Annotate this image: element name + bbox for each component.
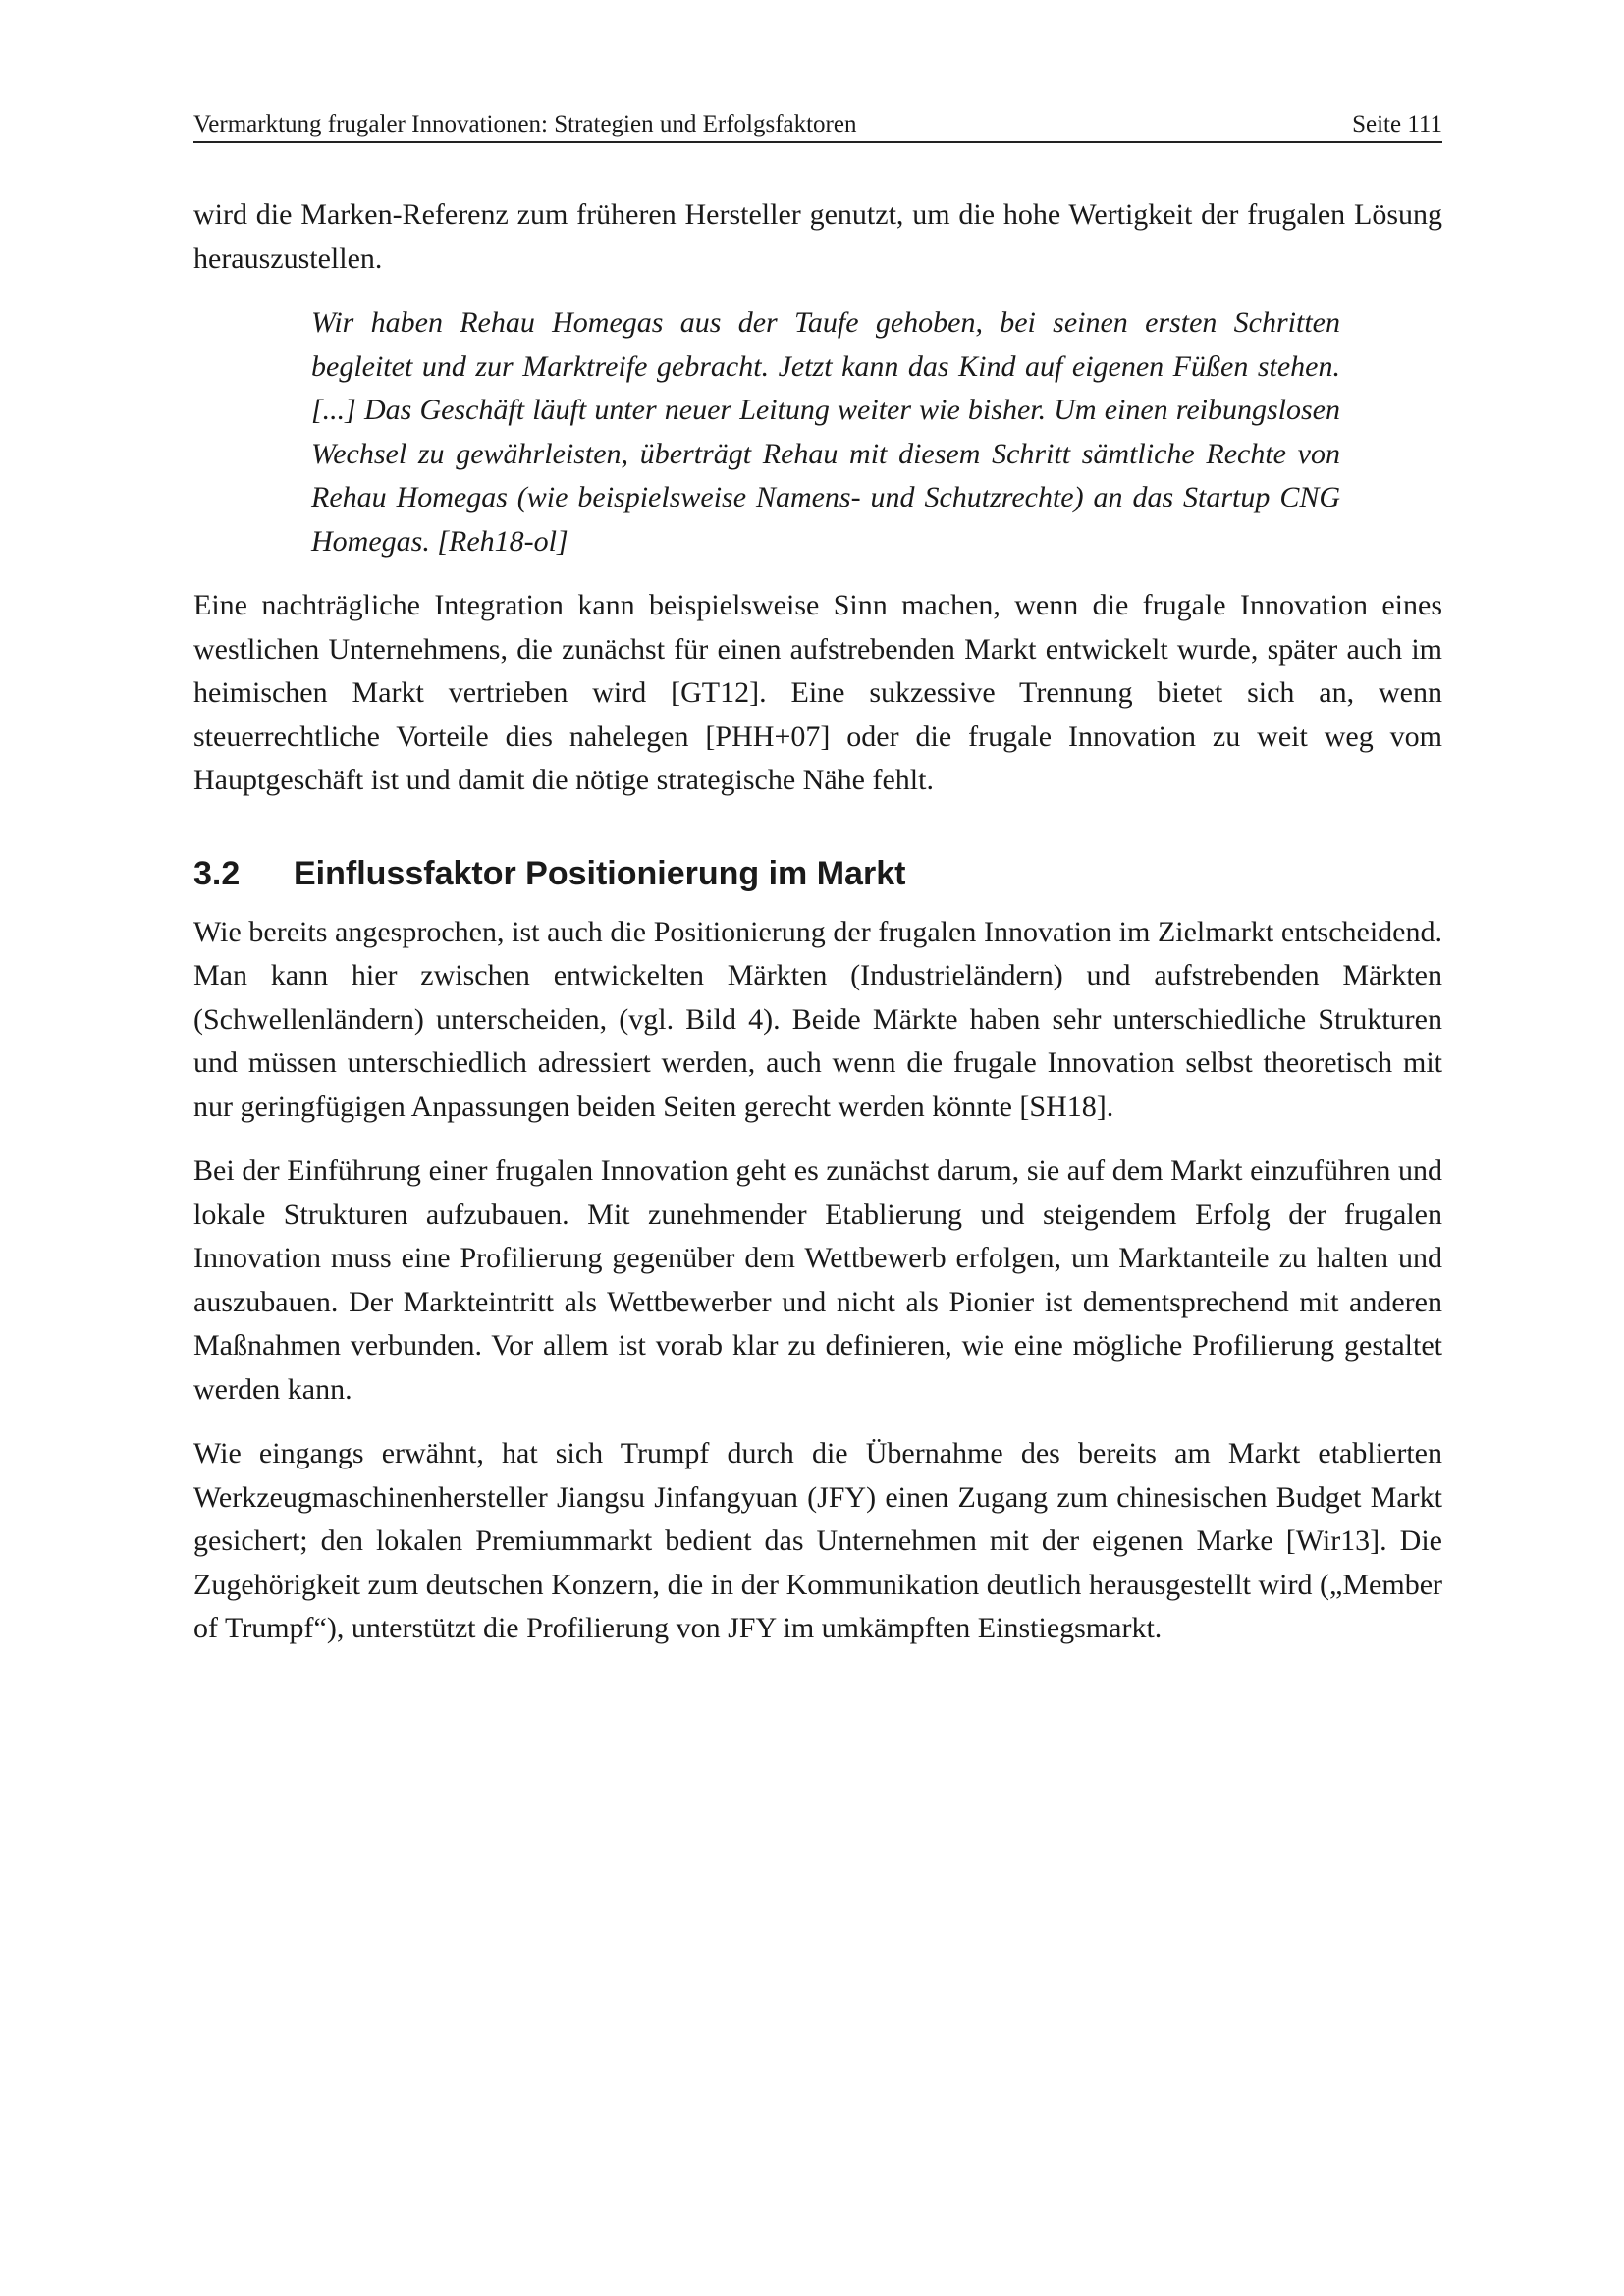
running-header (193, 108, 1442, 143)
header-title: Vermarktung frugaler Innovationen: Strategien und Erfolgsfaktoren (193, 111, 857, 137)
section-title: Einflussfaktor Positionierung im Markt (294, 854, 906, 892)
body-paragraph: Bei der Einführung einer frugalen Innovation geht es zunächst darum, sie auf dem Markt einzuführen und lokale Strukturen aufzubauen. Mit zunehmender Etablierung und steigendem Erfolg der frugalen Innovation muss eine Profilierung gegenüber dem Wettbewerb erfolgen, um Marktanteile zu halten und auszubauen. Der Markteintritt als Wettbewerber und nicht als Pionier ist dementsprechend mit anderen Maßnahmen verbunden. Vor allem ist vorab klar zu definieren, wie eine mögliche Profilierung gestaltet werden kann. (193, 1154, 1442, 1406)
section-number: 3.2 (193, 854, 241, 892)
integration-paragraph: Eine nachträgliche Integration kann beispielsweise Sinn machen, wenn die frugale Innovation eines westlichen Unternehmens, die zunächst für einen aufstrebenden Markt entwickelt wurde, später auch im heimischen Markt vertrieben wird [GT12]. Eine sukzessive Trennung bietet sich an, wenn steuerrechtliche Vorteile dies nahelegen [PHH+07] oder die frugale Innovation zu weit weg vom Hauptgeschäft ist und damit die nötige strategische Nähe fehlt. (193, 589, 1442, 796)
section-heading (193, 852, 1442, 895)
body-paragraph: Wie eingangs erwähnt, hat sich Trumpf durch die Übernahme des bereits am Markt etablierten Werkzeugmaschinenhersteller Jiangsu Jinfangyuan (JFY) einen Zugang zum chinesischen Budget Markt gesichert; den lokalen Premiummarkt bedient das Unternehmen mit der eigenen Marke [Wir13]. Die Zugehörigkeit zum deutschen Konzern, die in der Kommunikation deutlich herausgestellt wird („Member of Trumpf“), unterstützt die Profilierung von JFY im umkämpften Einstiegsmarkt. (193, 1437, 1442, 1644)
page-body (193, 193, 1442, 1672)
intro-paragraph: wird die Marken-Referenz zum früheren Hersteller genutzt, um die hohe Wertigkeit der frugalen Lösung herauszustellen. (193, 198, 1442, 275)
page-number: Seite 111 (1352, 111, 1442, 137)
block-quote: Wir haben Rehau Homegas aus der Taufe gehoben, bei seinen ersten Schritten begleitet und zur Marktreife gebracht. Jetzt kann das Kind auf eigenen Füßen stehen. [...] Das Geschäft läuft unter neuer Leitung weiter wie bisher. Um einen reibungslosen Wechsel zu gewährleisten, überträgt Rehau mit diesem Schritt sämtliche Rechte von Rehau Homegas (wie beispielsweise Namens- und Schutzrechte) an das Startup CNG Homegas. [Reh18-ol] (311, 306, 1340, 558)
body-paragraph: Wie bereits angesprochen, ist auch die Positionierung der frugalen Innovation im Zielmarkt entscheidend. Man kann hier zwischen entwickelten Märkten (Industrieländern) und aufstrebenden Märkten (Schwellenländern) unterscheiden, (vgl. Bild 4). Beide Märkte haben sehr unterschiedliche Strukturen und müssen unterschiedlich adressiert werden, auch wenn die frugale Innovation selbst theoretisch mit nur geringfügigen Anpassungen beiden Seiten gerecht werden könnte [SH18]. (193, 915, 1442, 1123)
